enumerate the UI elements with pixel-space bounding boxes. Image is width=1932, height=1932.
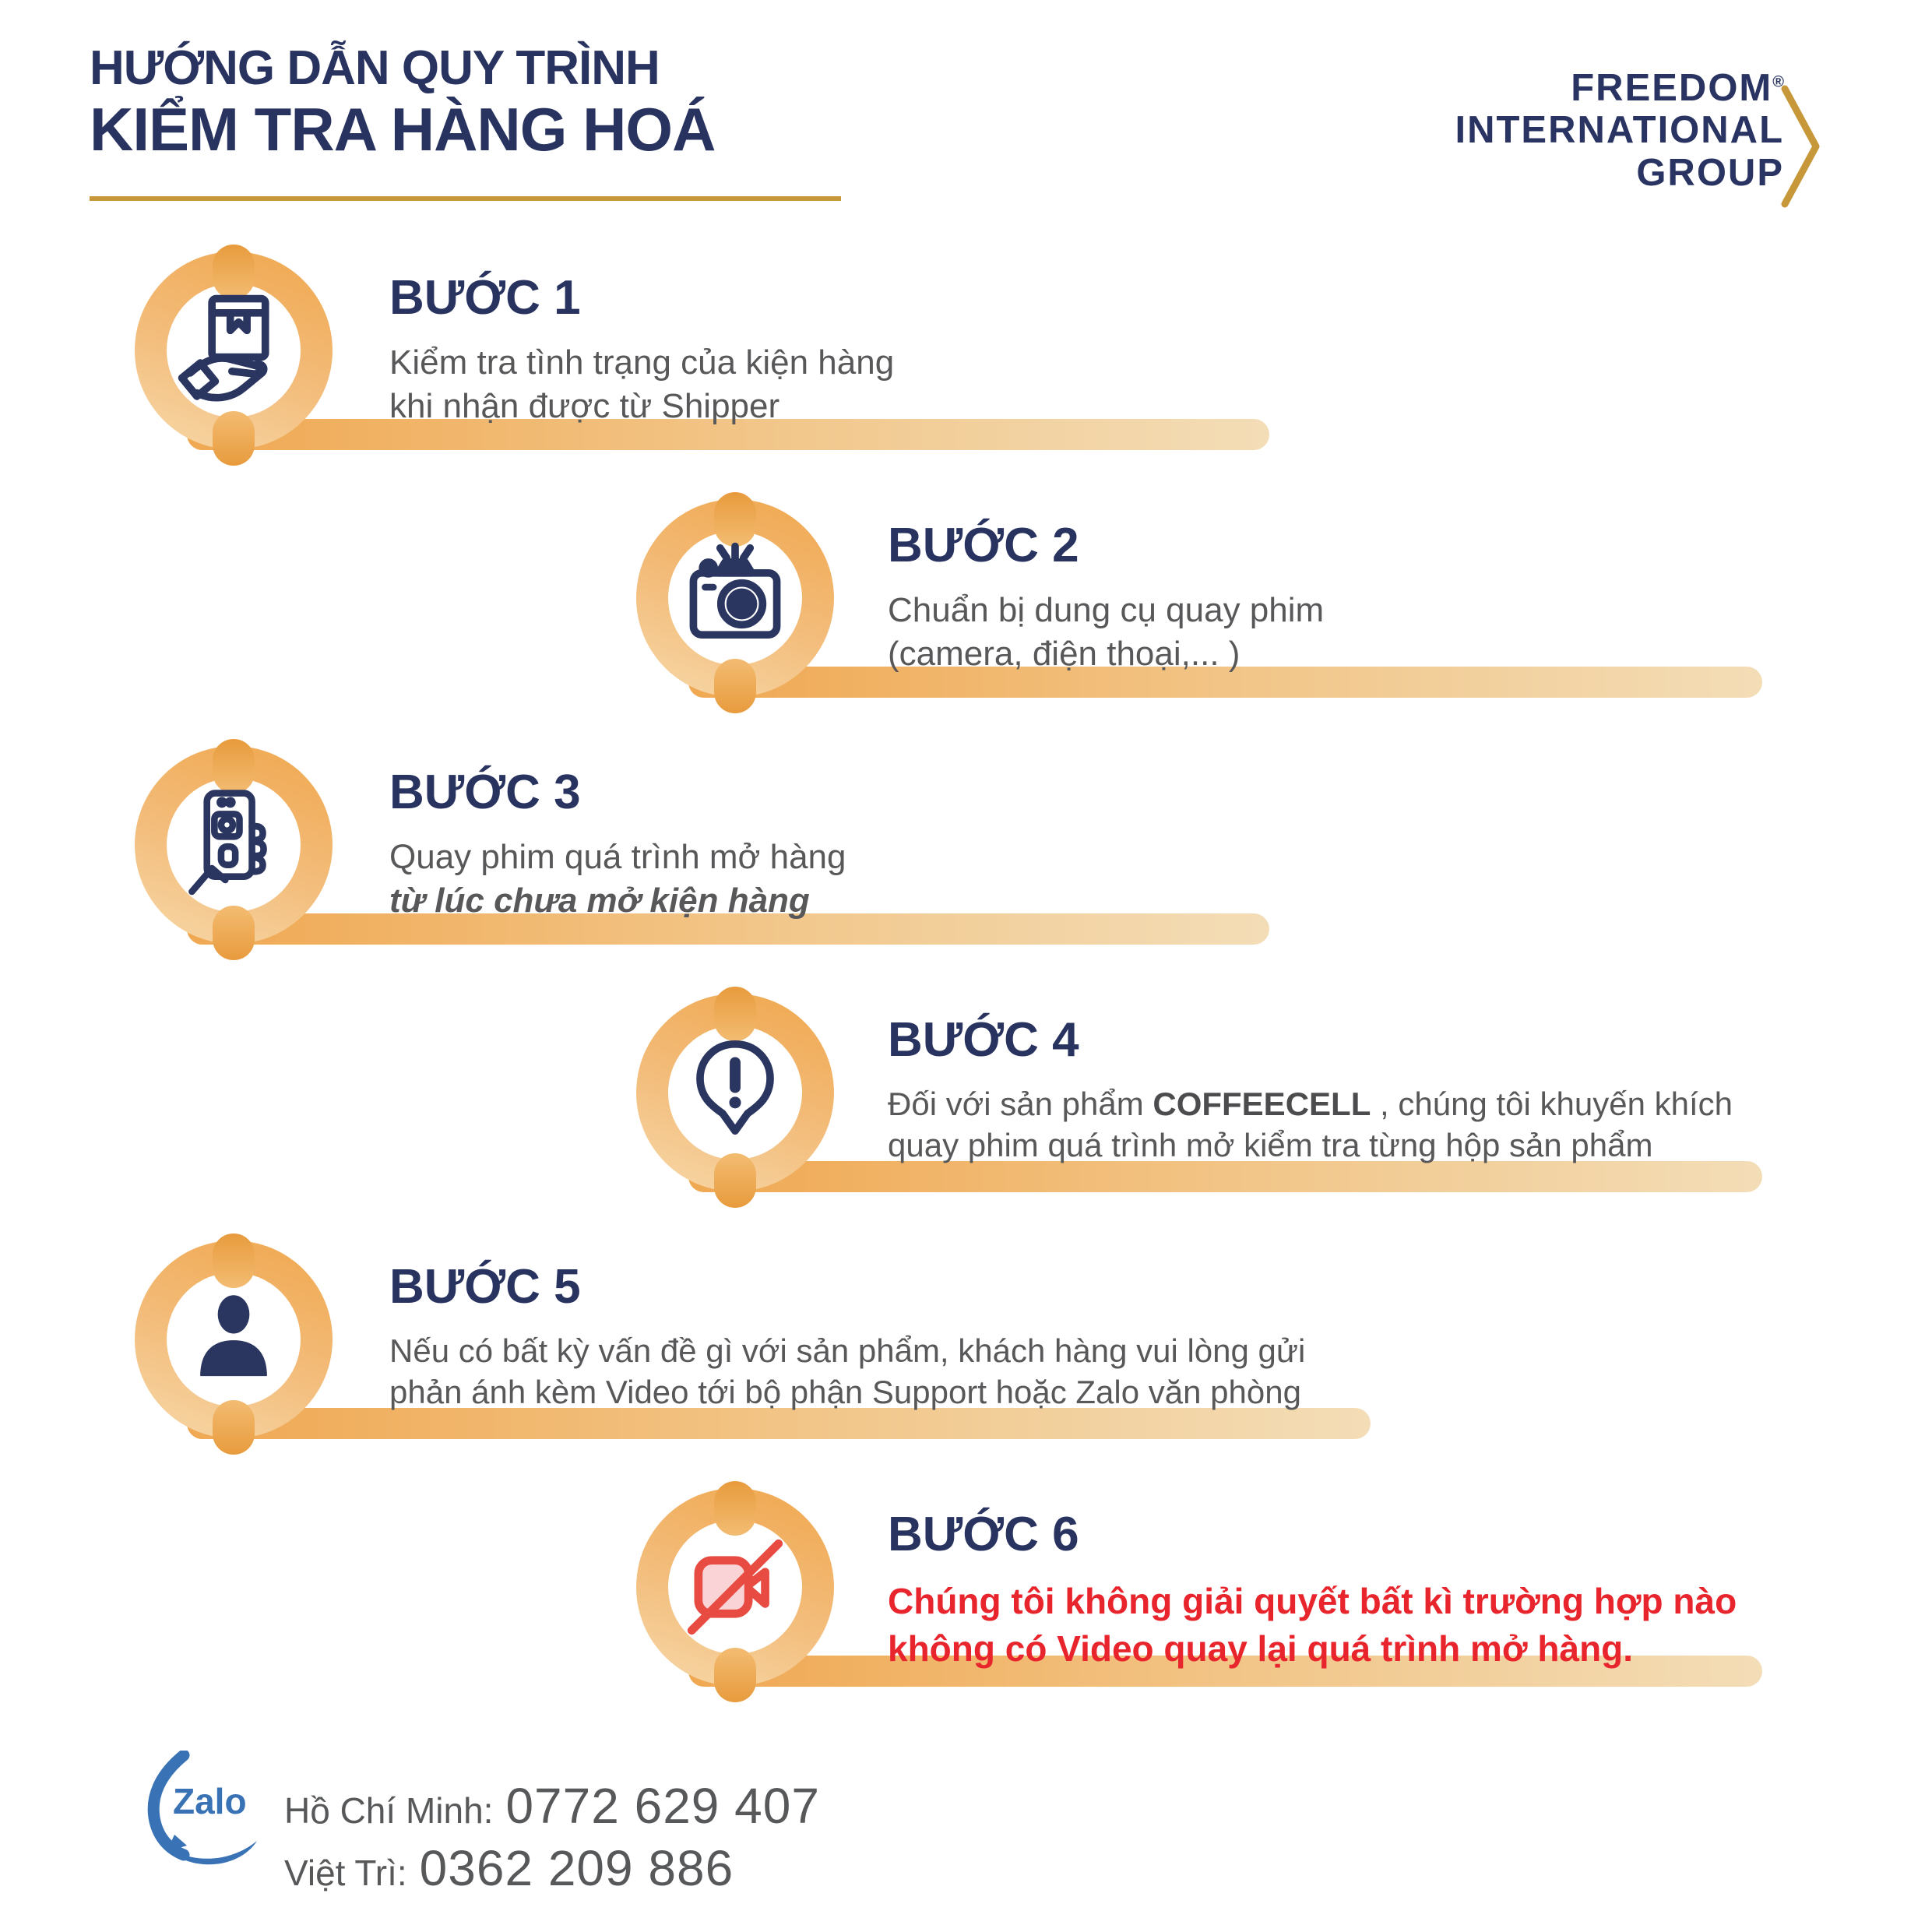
step-1-text [389, 271, 895, 428]
gold-chevron-icon [1780, 84, 1822, 209]
step-5-description [389, 1330, 1305, 1413]
video-off-icon [677, 1529, 794, 1645]
step-1-label: BƯỚC 1 [389, 271, 581, 325]
step-6-desc-line1: Chúng tôi không giải quyết bất kì trường hợp nào [888, 1581, 1737, 1621]
page-title-line2: KIỂM TRA HÀNG HOÁ [90, 95, 716, 164]
step-6-text [888, 1508, 1737, 1672]
person-icon [175, 1281, 292, 1398]
step-4-description [888, 1083, 1733, 1167]
contact-viettri [284, 1839, 734, 1897]
step-3-desc-line2: từ lúc chưa mở kiện hàng [389, 881, 810, 920]
contact-viettri-number: 0362 209 886 [419, 1840, 734, 1896]
step-6-label: BƯỚC 6 [888, 1508, 1079, 1561]
step-6-desc-line2: không có Video quay lại quá trình mở hàng. [888, 1628, 1634, 1669]
step-1-ring-cap-top [213, 245, 255, 299]
step-1-ring-cap-bottom [213, 411, 255, 466]
step-1-desc-line1: Kiểm tra tình trạng của kiện hàng [389, 343, 895, 382]
contact-hcm-label: Hồ Chí Minh: [284, 1790, 494, 1831]
step-3-ring-cap-top [213, 739, 255, 794]
logo-line1: FREEDOM® [1571, 67, 1784, 109]
contact-viettri-label: Việt Trì: [284, 1853, 407, 1893]
step-2-description [888, 589, 1324, 676]
step-3-desc-line1: Quay phim quá trình mở hàng [389, 838, 846, 876]
title-underline [90, 196, 841, 201]
step-1-desc-line2: khi nhận được từ Shipper [389, 386, 780, 425]
step-6-ring-cap-bottom [714, 1648, 756, 1702]
step-6-description [888, 1578, 1737, 1672]
registered-mark: ® [1772, 73, 1784, 91]
exclamation-bubble-icon [677, 1034, 794, 1151]
step-3-label: BƯỚC 3 [389, 765, 581, 819]
step-1-description [389, 341, 894, 428]
step-6-ring-cap-top [714, 1481, 756, 1536]
step-4-desc-line2: quay phim quá trình mở kiểm tra từng hộp sản phẩm [888, 1127, 1653, 1164]
step-4-ring-cap-top [714, 987, 756, 1041]
step-2-label: BƯỚC 2 [888, 519, 1079, 572]
step-4-desc-line1: Đối với sản phẩm COFFEECELL , chúng tôi khuyến khích [888, 1086, 1733, 1122]
logo-line3: GROUP [1636, 151, 1784, 194]
step-2-ring-cap-top [714, 492, 756, 547]
step-2-desc-line2: (camera, điện thoại,... ) [888, 634, 1240, 673]
logo-line2: INTERNATIONAL [1455, 109, 1784, 152]
step-3-ring-cap-bottom [213, 906, 255, 960]
step-2-ring-cap-bottom [714, 659, 756, 713]
step-2-desc-line1: Chuẩn bị dung cụ quay phim [888, 591, 1325, 629]
camera-icon [677, 540, 794, 656]
step-4-label: BƯỚC 4 [888, 1013, 1079, 1067]
contact-hcm-number: 0772 629 407 [505, 1778, 820, 1834]
freedom-international-group-logo [1455, 67, 1785, 194]
page-title-line1: HƯỚNG DẪN QUY TRÌNH [90, 41, 660, 95]
step-4-text [888, 1013, 1733, 1167]
step-5-ring-cap-top [213, 1233, 255, 1288]
page-title [90, 40, 715, 164]
step-3-text [389, 765, 846, 923]
coffeecell-brand: COFFEECELL [1153, 1086, 1371, 1122]
step-2-text [888, 519, 1325, 676]
step-4-ring-cap-bottom [714, 1153, 756, 1208]
phone-recording-icon [175, 787, 292, 903]
step-5-ring-cap-bottom [213, 1400, 255, 1455]
step-5-desc-line2: phản ánh kèm Video tới bộ phận Support hoặc Zalo văn phòng [389, 1374, 1301, 1411]
step-5-label: BƯỚC 5 [389, 1260, 581, 1314]
contact-hcm [284, 1777, 820, 1835]
step-5-desc-line1: Nếu có bất kỳ vấn đề gì với sản phẩm, khách hàng vui lòng gửi [389, 1332, 1306, 1369]
step-5-text [389, 1260, 1306, 1413]
zalo-wordmark: Zalo [173, 1781, 247, 1821]
step-3-description [389, 836, 846, 923]
package-in-hand-icon [175, 292, 292, 409]
